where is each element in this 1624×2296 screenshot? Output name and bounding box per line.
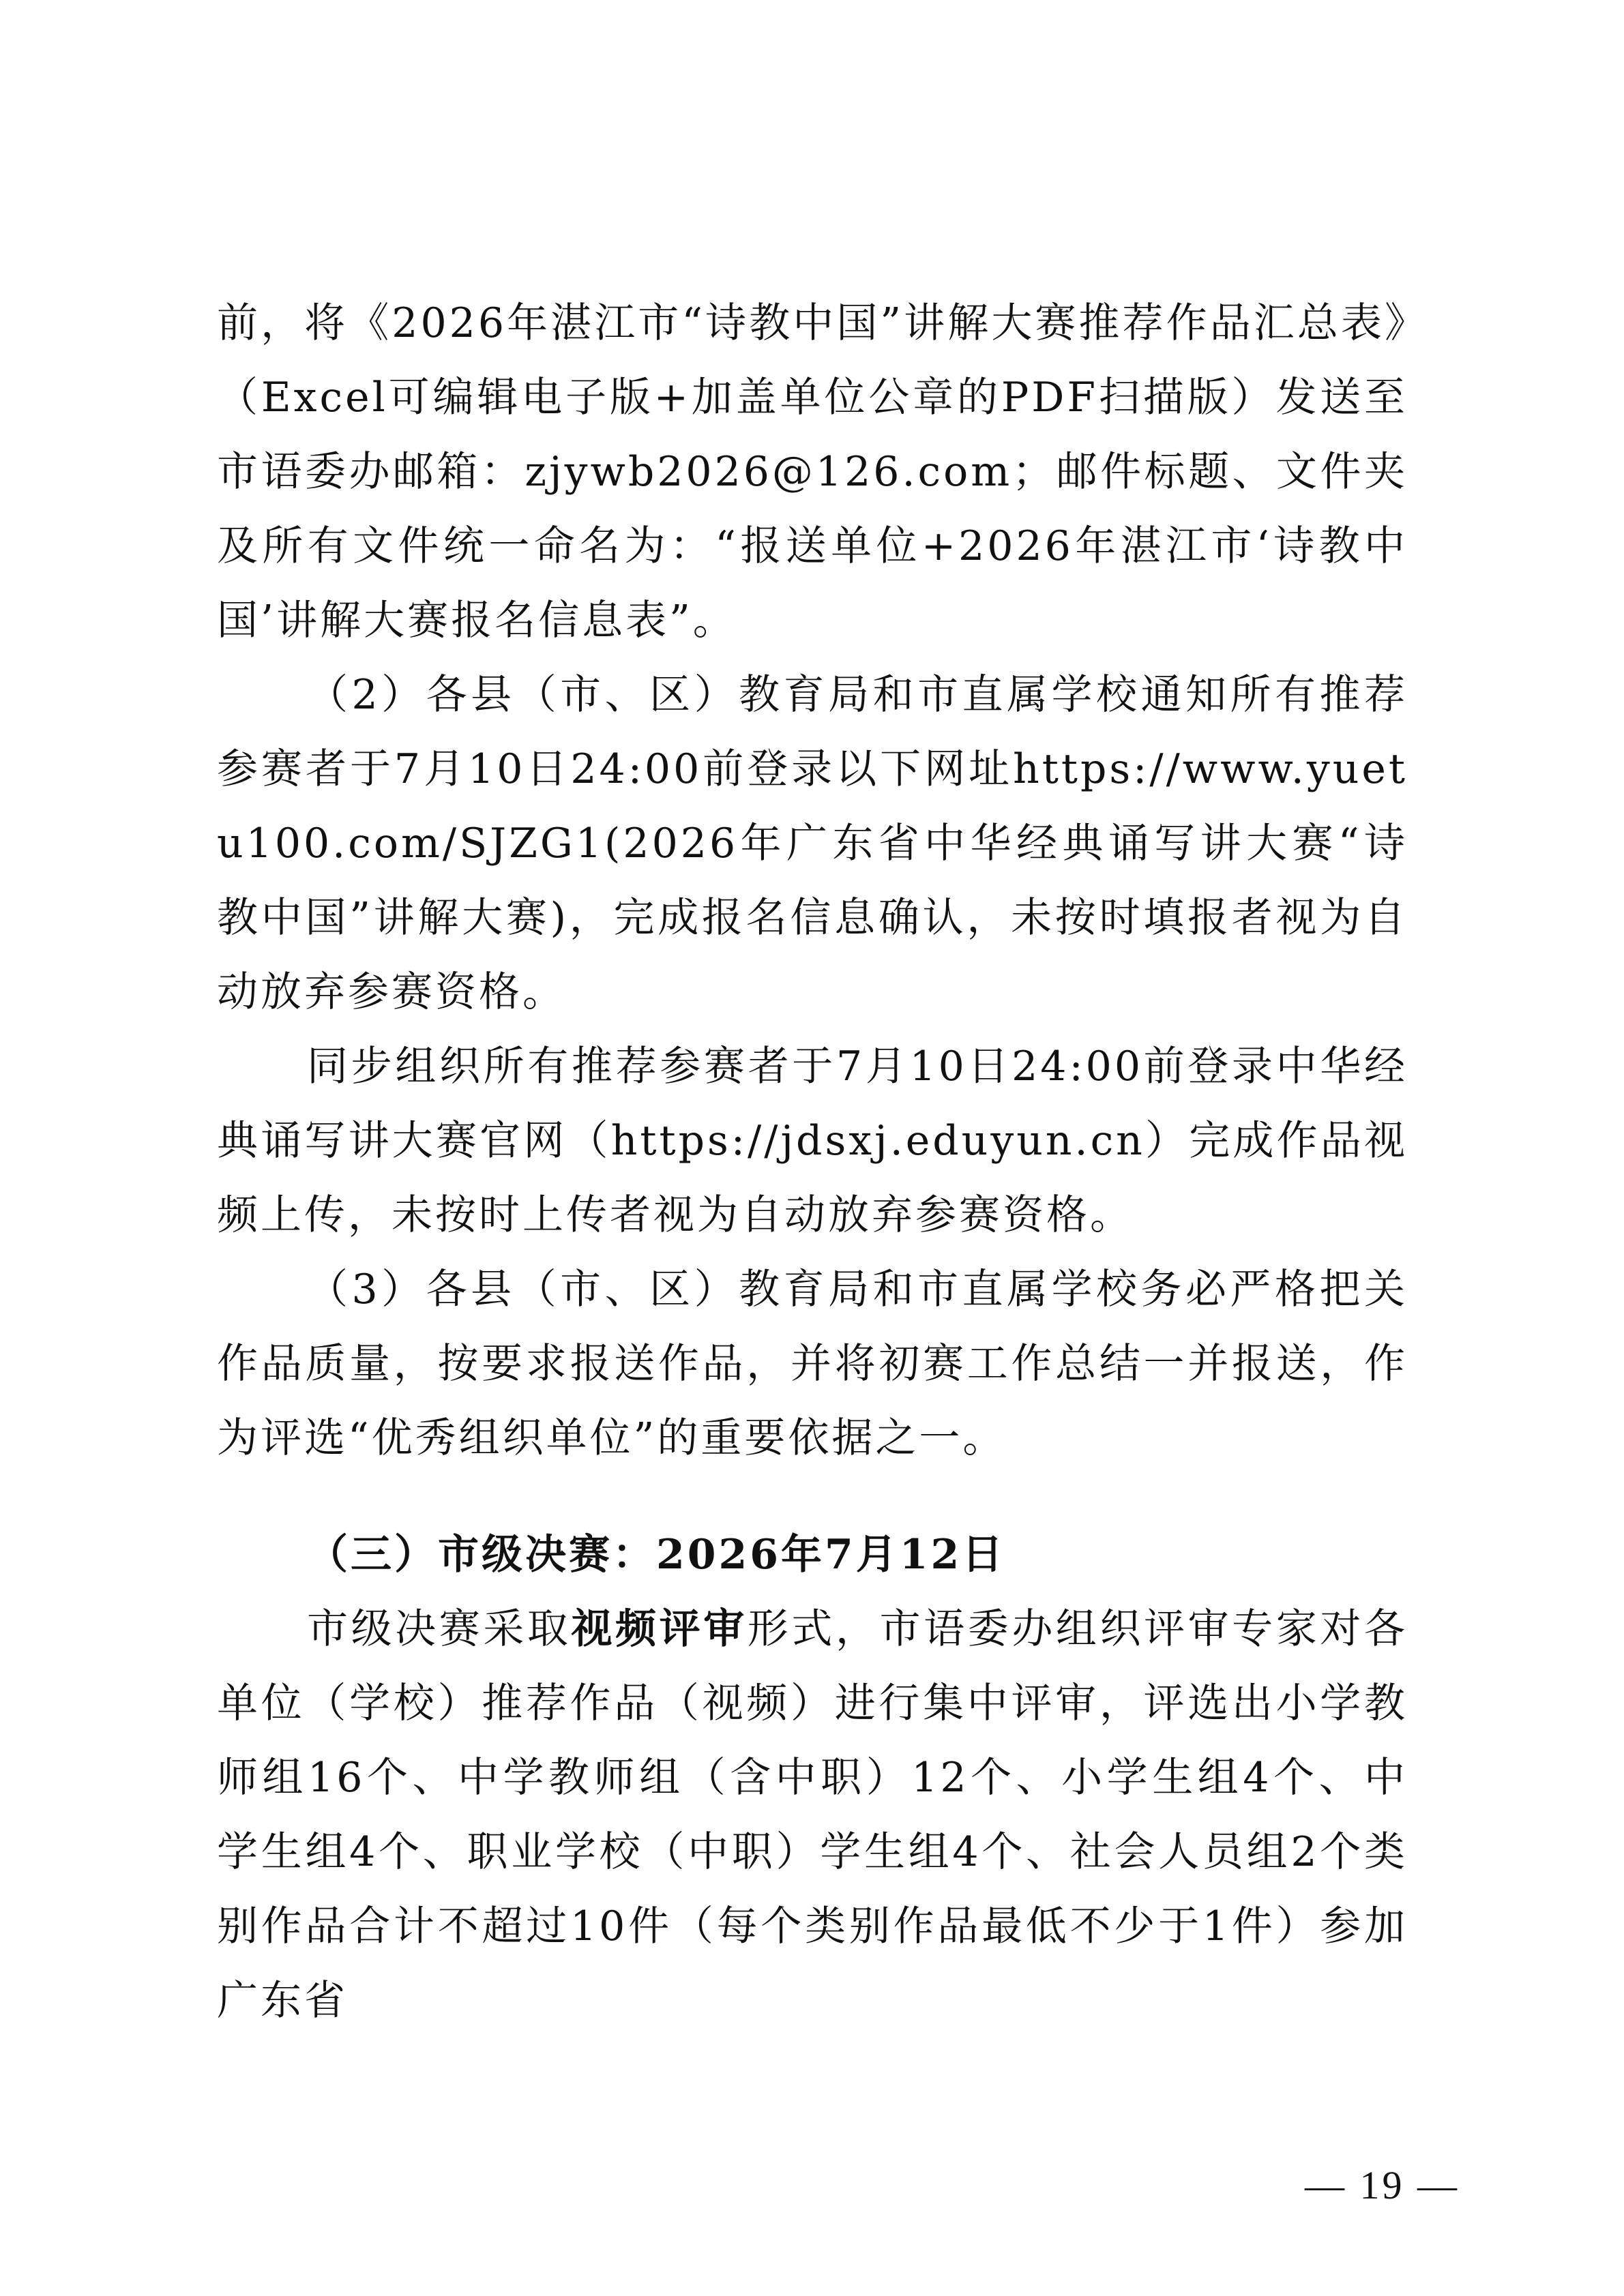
city-final-text-bold: 视频评审: [571, 1605, 748, 1653]
city-final-text-before: 市级决赛采取: [307, 1605, 572, 1653]
paragraph-submission-email: 前，将《2026年湛江市“诗教中国”讲解大赛推荐作品汇总表》（Excel可编辑电子版+加盖单位公章的PDF扫描版）发送至市语委办邮箱：zjywb2026@126.com；邮件标题、文件夹及所有文件统一命名为：“报送单位+2026年湛江市‘诗教中国’讲解大赛报名信息表”。: [217, 299, 1408, 644]
document-body: [217, 286, 1408, 2038]
paragraph-registration-confirm: （2）各县（市、区）教育局和市直属学校通知所有推荐参赛者于7月10日24:00前登录以下网址https://www.yuetu100.com/SJZG1(2026年广东省中华经典诵写讲大赛“诗教中国”讲解大赛)，完成报名信息确认，未按时填报者视为自动放弃参赛资格。: [217, 671, 1408, 1016]
city-final-text-after: 形式，市语委办组织评审专家对各单位（学校）推荐作品（视频）进行集中评审，评选出小学教师组16个、中学教师组（含中职）12个、小学生组4个、中学生组4个、职业学校（中职）学生组4个、社会人员组2个类别作品合计不超过10件（每个类别作品最低不少于1件）参加广东省: [217, 1605, 1408, 2025]
section-heading-city-final: （三）市级决赛：2026年7月12日: [307, 1531, 1006, 1579]
paragraph-quality-control: （3）各县（市、区）教育局和市直属学校务必严格把关作品质量，按要求报送作品，并将初赛工作总结一并报送，作为评选“优秀组织单位”的重要依据之一。: [217, 1266, 1408, 1462]
paragraph-video-upload: 同步组织所有推荐参赛者于7月10日24:00前登录中华经典诵写讲大赛官网（https://jdsxj.eduyun.cn）完成作品视频上传，未按时上传者视为自动放弃参赛资格。: [217, 1043, 1408, 1239]
paragraph-city-final: [217, 1592, 1408, 2038]
page-number: — 19 —: [1305, 2163, 1460, 2207]
